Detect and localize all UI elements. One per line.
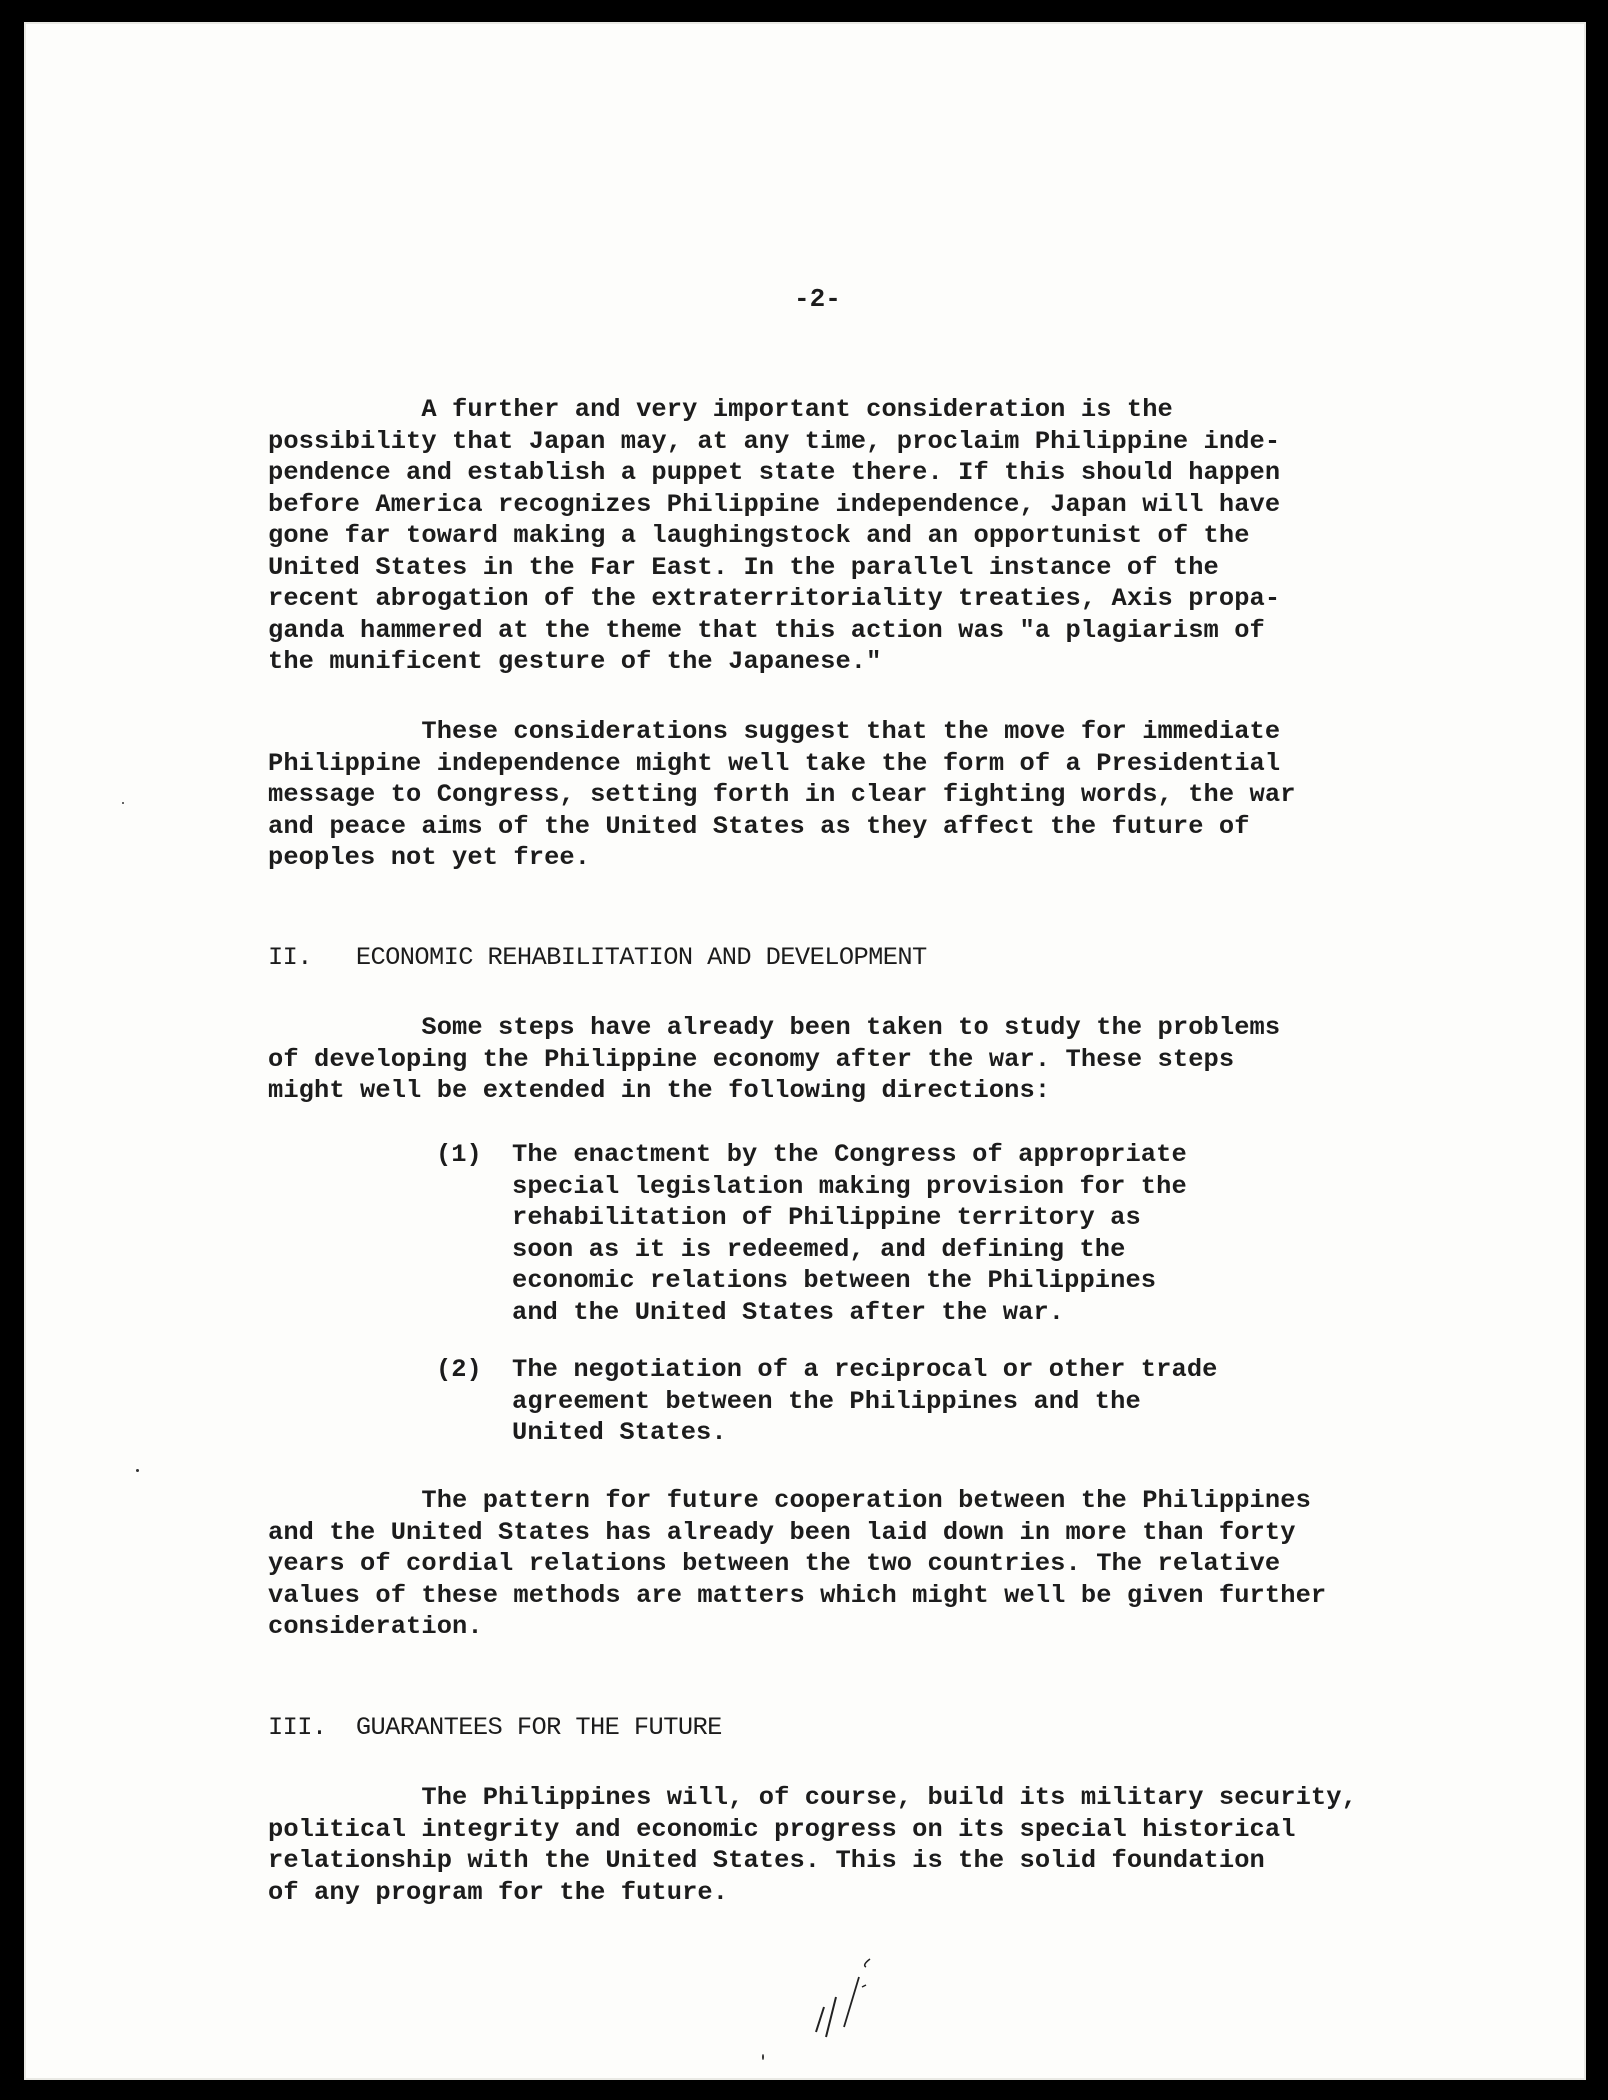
document-page	[24, 22, 1586, 2080]
handwritten-mark	[804, 1937, 904, 2047]
paper-speck	[122, 802, 124, 804]
page-number: -2-	[794, 284, 841, 314]
section-heading-economic: II. ECONOMIC REHABILITATION AND DEVELOPMENT	[268, 943, 927, 972]
paragraph-military-security: The Philippines will, of course, build its military security, political integrity and economic progress on its special historical relationship with the United States. This is the solid foundation of any program for the future.	[268, 1783, 1357, 1907]
paragraph-presidential-message: These considerations suggest that the move for immediate Philippine independence might well take the form of a Presidential message to Congress, setting forth in clear fighting words, the war and peace aims of the United States as they affect the future of peoples not yet free.	[268, 717, 1296, 872]
paragraph-future-cooperation: The pattern for future cooperation between the Philippines and the United States has already been laid down in more than forty years of cordial relations between the two countries. The relative values of these methods are matters which might well be given further consideration.	[268, 1486, 1327, 1641]
paper-speck	[136, 1469, 139, 1472]
list-marker-1: (1)	[436, 1140, 482, 1169]
list-item-trade-agreement: The negotiation of a reciprocal or other trade agreement between the Philippines and the United States.	[512, 1355, 1218, 1447]
paragraph-japan-independence: A further and very important consideration is the possibility that Japan may, at any time, proclaim Philippine inde- pendence and establish a puppet state there. If this should happen before America recognizes Philippine independence, Japan will have gone far toward making a laughingstock and an opportunist of the United States in the Far East. In the parallel instance of the recent abrogation of the extraterritoriality treaties, Axis propa- ganda hammered at the theme that this action was "a plagiarism of the munificent gesture of the Japanese."	[268, 395, 1281, 676]
list-marker-2: (2)	[436, 1355, 482, 1384]
paragraph-economic-steps: Some steps have already been taken to study the problems of developing the Philippine economy after the war. These steps might well be extended in the following directions:	[268, 1013, 1281, 1105]
list-item-legislation: The enactment by the Congress of appropriate special legislation making provision for the rehabilitation of Philippine territory as soon as it is redeemed, and defining the economic relations between the Philippines and the United States after the war.	[512, 1140, 1187, 1327]
paper-speck	[762, 2054, 764, 2060]
section-heading-guarantees: III. GUARANTEES FOR THE FUTURE	[268, 1713, 722, 1742]
